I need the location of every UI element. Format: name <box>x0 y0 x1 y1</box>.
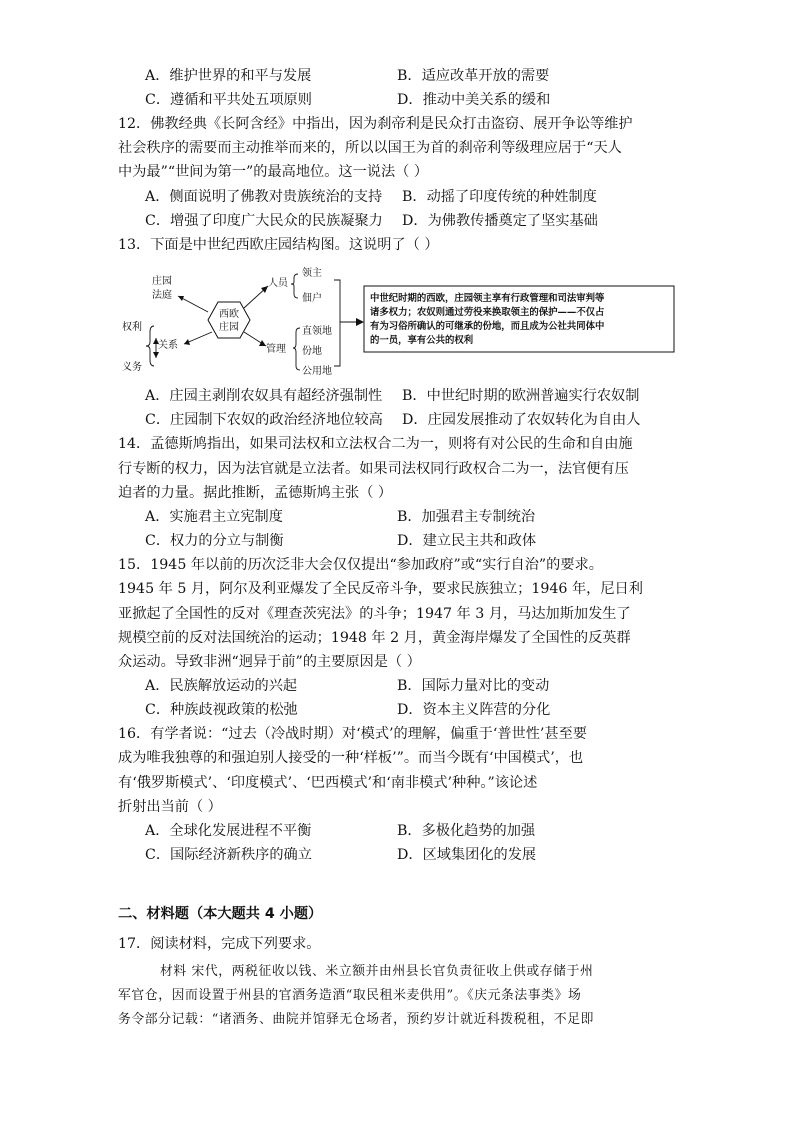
q11-option-d: D．推动中美关系的缓和 <box>397 92 551 108</box>
q16-stem-line-4: 折射出当前（ ） <box>118 799 222 815</box>
q14-option-c: C．权力的分立与制衡 <box>145 533 284 549</box>
q17-material-line-1: 材料 宋代，两税征收以钱、米立额并由州县长官负责征收上供或存储于州 <box>160 964 594 979</box>
q12-option-c: C．增强了印度广大民众的民族凝聚力 <box>145 213 383 229</box>
q14-option-a: A．实施君主立宪制度 <box>145 509 283 525</box>
commons-label: 公用地 <box>302 366 332 377</box>
manor-structure-diagram <box>118 262 698 382</box>
q14-option-b: B．加强君主专制统治 <box>397 509 536 525</box>
arrow-right-icon <box>356 318 364 326</box>
q16-option-c: C．国际经济新秩序的确立 <box>145 847 312 863</box>
q13-stem: 13．下面是中世纪西欧庄园结构图。这说明了（ ） <box>118 237 439 253</box>
q16-stem-line-1: 16．有学者说：“过去（冷战时期）对‘模式’的理解，偏重于‘普世性’甚至要 <box>118 726 587 742</box>
court-label-2: 法庭 <box>152 290 172 301</box>
q16-stem-line-3: 有‘俄罗斯模式’、‘印度模式’、‘巴西模式’和‘南非模式’种种。”该论述 <box>118 775 538 791</box>
q15-stem-line-4: 规模空前的反对法国统治的运动；1948 年 2 月，黄金海岸爆发了全国性的反英群 <box>118 630 631 646</box>
box-line-1: 中世纪时期的西欧，庄园领主享有行政管理和司法审判等 <box>370 293 605 304</box>
rights-label: 权利 <box>122 322 142 333</box>
q12-option-a: A．侧面说明了佛教对贵族统治的支持 <box>145 189 383 205</box>
q15-option-d: D．资本主义阵营的分化 <box>397 702 551 718</box>
duties-label: 义务 <box>122 362 142 373</box>
people-label: 人员 <box>268 278 288 289</box>
q17-material-line-2: 军官仓，因而设置于州县的官酒务造酒“取民租米麦供用”。《庆元条法事类》场 <box>118 988 582 1003</box>
q15-stem-line-5: 众运动。导致非洲“迥异于前”的主要原因是（ ） <box>118 654 421 670</box>
q15-option-b: B．国际力量对比的变动 <box>397 678 550 694</box>
relation-label: 关系 <box>158 340 178 351</box>
q14-stem-line-2: 行专断的权力，因为法官就是立法者。如果司法权同行政权合二为一，法官便有压 <box>118 461 629 477</box>
q13-option-c: C．庄园制下农奴的政治经济地位较高 <box>145 412 383 428</box>
q13-option-b: B．中世纪时期的欧洲普遍实行农奴制 <box>402 388 640 404</box>
q17-material-line-3: 务令部分记载：“诸酒务、曲院并馆驿无仓场者，预约岁计就近科拨税租，不足即 <box>118 1012 595 1027</box>
demesne-label: 直领地 <box>302 326 332 337</box>
q11-option-b: B．适应改革开放的需要 <box>397 68 550 84</box>
court-label-1: 庄园 <box>152 276 172 287</box>
q12-option-b: B．动摇了印度传统的种姓制度 <box>402 189 597 205</box>
center-label-2: 庄园 <box>219 322 239 333</box>
q12-stem-line-3: 中为最”“世间为第一”的最高地位。这一说法（ ） <box>118 164 429 180</box>
lord-label: 领主 <box>302 268 322 279</box>
q16-stem-line-2: 成为唯我独尊的和强迫别人接受的一种‘样板’”。而当今既有‘中国模式’，也 <box>118 750 584 766</box>
q14-stem-line-1: 14．孟德斯鸠指出，如果司法权和立法权合二为一，则将有对公民的生命和自由施 <box>118 436 633 452</box>
q11-option-c: C．遵循和平共处五项原则 <box>145 92 312 108</box>
q17-stem: 17．阅读材料，完成下列要求。 <box>118 936 321 952</box>
q14-stem-line-3: 迫者的力量。据此推断，孟德斯鸠主张（ ） <box>118 485 393 501</box>
q12-stem-line-2: 社会秩序的需要而主动推举而来的，所以以国王为首的刹帝利等级理应居于“天人 <box>118 140 622 156</box>
q16-option-b: B．多极化趋势的加强 <box>397 823 536 839</box>
q14-option-d: D．建立民主共和政体 <box>397 533 537 549</box>
holding-label: 份地 <box>302 346 322 357</box>
q12-option-d: D．为佛教传播奠定了坚实基础 <box>402 213 598 229</box>
q11-option-a: A．维护世界的和平与发展 <box>145 68 312 84</box>
box-line-4: 的一员，享有公共的权利 <box>370 335 474 346</box>
q16-option-a: A．全球化发展进程不平衡 <box>145 823 312 839</box>
q15-stem-line-1: 15．1945 年以前的历次泛非大会仅仅提出“参加政府”或“实行自治”的要求。 <box>118 557 603 573</box>
q15-option-a: A．民族解放运动的兴起 <box>145 678 298 694</box>
q16-option-d: D．区域集团化的发展 <box>397 847 537 863</box>
q13-option-a: A．庄园主剥削农奴具有超经济强制性 <box>145 388 383 404</box>
center-label-1: 西欧 <box>219 309 239 320</box>
box-line-3: 有为习俗所确认的可继承的份地，而且成为公社共同体中 <box>370 321 605 332</box>
section-2-title: 二、材料题（本大题共 4 小题） <box>118 906 323 922</box>
q13-option-d: D．庄园发展推动了农奴转化为自由人 <box>402 412 641 428</box>
manage-label: 管理 <box>266 344 286 355</box>
serf-label: 佃户 <box>302 293 322 304</box>
q15-option-c: C．种族歧视政策的松弛 <box>145 702 298 718</box>
q12-stem-line-1: 12．佛教经典《长阿含经》中指出，因为刹帝利是民众打击盗窃、展开争讼等维护 <box>118 116 633 132</box>
q15-stem-line-3: 亚掀起了全国性的反对《理查茨宪法》的斗争；1947 年 3 月，马达加斯加发生了 <box>118 606 631 622</box>
q15-stem-line-2: 1945 年 5 月，阿尔及利亚爆发了全民反帝斗争，要求民族独立；1946 年，尼日利 <box>118 581 643 597</box>
box-line-2: 诸多权力；农奴则通过劳役来换取领主的保护——不仅占 <box>370 307 605 318</box>
